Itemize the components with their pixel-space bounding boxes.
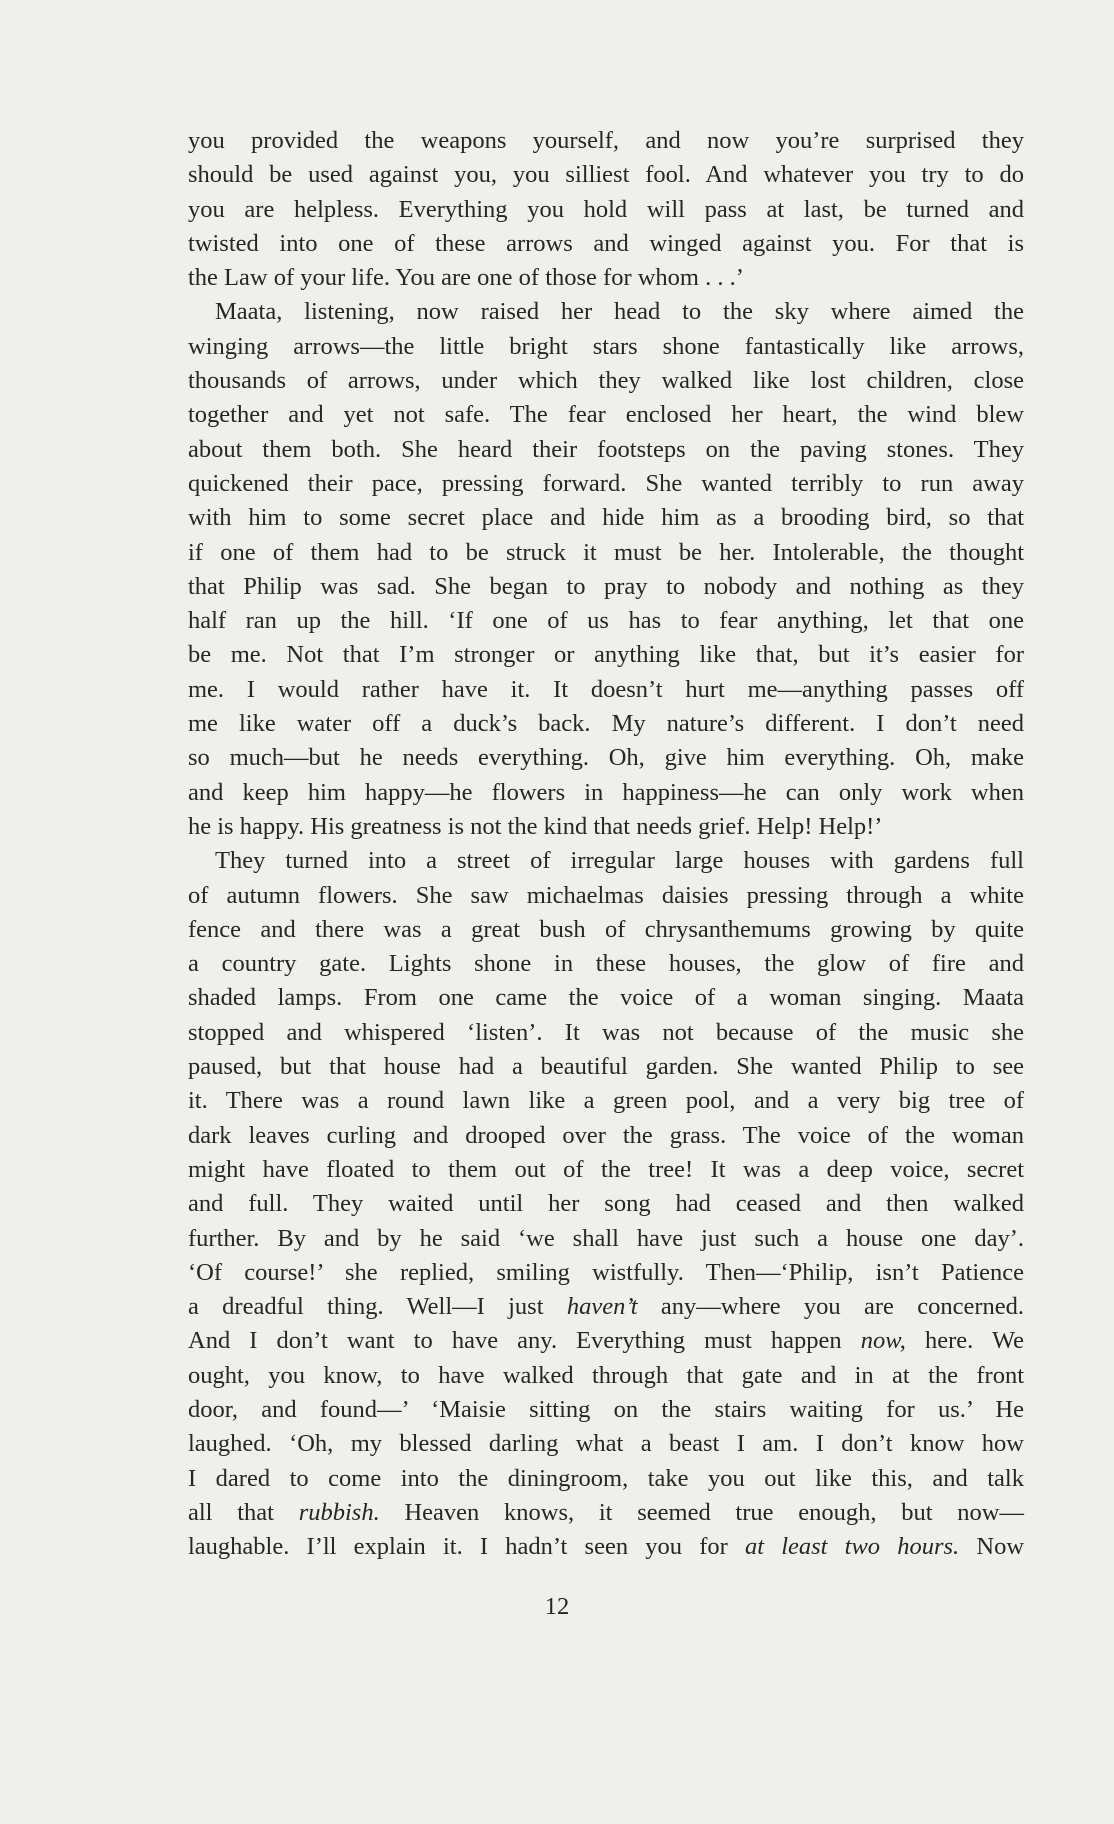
italic-text: at least two hours.: [744, 1533, 960, 1561]
text-line: ought, you know, to have walked through that gate and in at the front: [188, 1361, 1024, 1389]
text-line: that Philip was sad. She began to pray to nobody and nothing as they: [188, 572, 1024, 600]
paragraph-first-line: Maata, listening, now raised her head to the sky where aimed the: [215, 298, 1024, 326]
text-run: Heaven knows, it seemed true enough, but now—: [379, 1498, 1024, 1526]
text-line: I dared to come into the diningroom, take you out like this, and talk: [188, 1464, 1024, 1492]
text-line: shaded lamps. From one came the voice of a woman singing. Maata: [188, 984, 1024, 1012]
text-line: you provided the weapons yourself, and now you’re surprised they: [188, 127, 1024, 154]
text-line: half ran up the hill. ‘If one of us has to fear anything, let that one: [188, 607, 1024, 635]
text-line: be me. Not that I’m stronger or anything like that, but it’s easier for: [188, 641, 1024, 669]
text-run: here. We: [905, 1327, 1024, 1355]
text-line: further. By and by he said ‘we shall have just such a house one day’.: [188, 1224, 1024, 1252]
text-line: [188, 1530, 1024, 1564]
text-line: stopped and whispered ‘listen’. It was not because of the music she: [188, 1018, 1024, 1046]
text-line: paused, but that house had a beautiful garden. She wanted Philip to see: [188, 1053, 1024, 1081]
text-line: with him to some secret place and hide him as a brooding bird, so that: [188, 504, 1024, 532]
text-line: me like water off a duck’s back. My nature’s different. I don’t need: [188, 710, 1024, 738]
text-run: any—where you are concerned.: [637, 1293, 1024, 1321]
text-run: all that: [188, 1498, 299, 1526]
text-line: the Law of your life. You are one of those for whom . . .’: [188, 264, 744, 292]
text-line: should be used against you, you silliest fool. And whatever you try to do: [188, 161, 1024, 189]
text-line: so much—but he needs everything. Oh, give him everything. Oh, make: [188, 744, 1024, 772]
text-line: you are helpless. Everything you hold will pass at last, be turned and: [188, 195, 1024, 223]
text-line: about them both. She heard their footsteps on the paving stones. They: [188, 435, 1024, 463]
body-text: [188, 124, 1024, 1564]
text-line: door, and found—’ ‘Maisie sitting on the stairs waiting for us.’ He: [188, 1395, 1024, 1423]
text-line: and keep him happy—he flowers in happiness—he can only work when: [188, 778, 1024, 806]
page-number: 12: [544, 1593, 570, 1620]
italic-text: rubbish.: [298, 1498, 380, 1526]
text-line: a country gate. Lights shone in these houses, the glow of fire and: [188, 950, 1024, 978]
text-run: Now: [959, 1533, 1025, 1561]
text-line: me. I would rather have it. It doesn’t hurt me—anything passes off: [188, 675, 1024, 703]
text-run: a dreadful thing. Well—I just: [188, 1293, 567, 1321]
text-line: ‘Of course!’ she replied, smiling wistfully. Then—‘Philip, isn’t Patience: [188, 1258, 1024, 1286]
text-line: twisted into one of these arrows and winged against you. For that is: [188, 229, 1024, 257]
text-line: might have floated to them out of the tree! It was a deep voice, secret: [188, 1155, 1024, 1183]
text-line: and full. They waited until her song had ceased and then walked: [188, 1190, 1024, 1218]
text-line: he is happy. His greatness is not the kind that needs grief. Help! Help!’: [188, 812, 883, 840]
text-line: of autumn flowers. She saw michaelmas daisies pressing through a white: [188, 881, 1024, 909]
text-line: fence and there was a great bush of chrysanthemums growing by quite: [188, 915, 1024, 943]
text-line: quickened their pace, pressing forward. She wanted terribly to run away: [188, 469, 1024, 497]
text-line: it. There was a round lawn like a green pool, and a very big tree of: [188, 1087, 1024, 1115]
text-line: [188, 1290, 1024, 1324]
text-line: [188, 1496, 1024, 1530]
text-run: And I don’t want to have any. Everything must happen: [188, 1327, 861, 1355]
paragraph-first-line: They turned into a street of irregular large houses with gardens full: [215, 847, 1024, 875]
text-run: laughable. I’ll explain it. I hadn’t seen you for: [188, 1533, 745, 1561]
text-line: thousands of arrows, under which they walked like lost children, close: [188, 367, 1024, 395]
text-line: [188, 1324, 1024, 1358]
italic-text: now,: [860, 1327, 906, 1355]
italic-text: haven’t: [566, 1293, 638, 1321]
text-line: laughed. ‘Oh, my blessed darling what a beast I am. I don’t know how: [188, 1430, 1024, 1458]
text-line: dark leaves curling and drooped over the grass. The voice of the woman: [188, 1121, 1024, 1149]
text-line: if one of them had to be struck it must be her. Intolerable, the thought: [188, 538, 1024, 566]
text-line: winging arrows—the little bright stars shone fantastically like arrows,: [188, 332, 1024, 360]
text-line: together and yet not safe. The fear enclosed her heart, the wind blew: [188, 401, 1024, 429]
